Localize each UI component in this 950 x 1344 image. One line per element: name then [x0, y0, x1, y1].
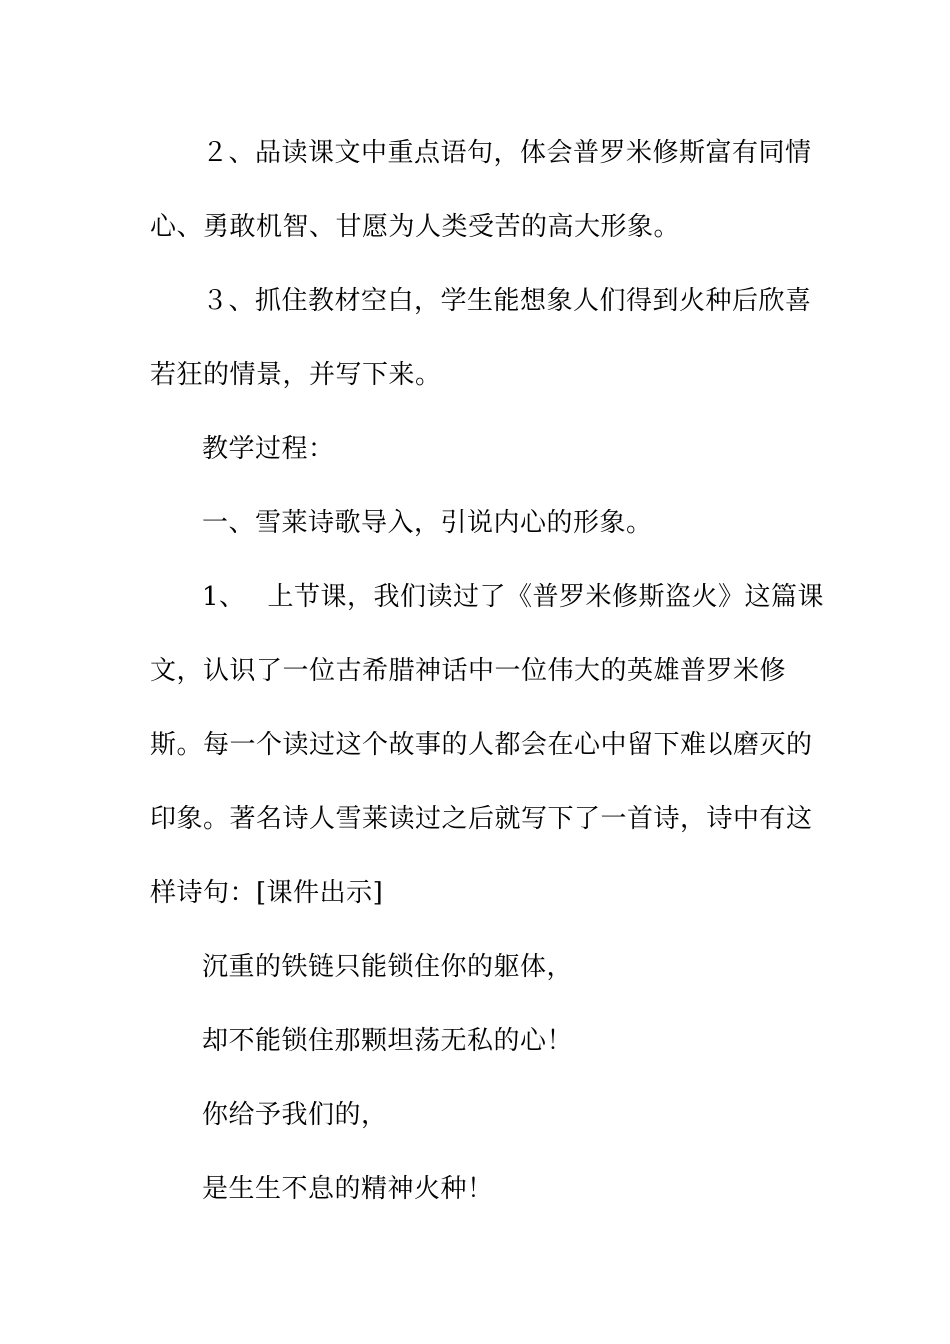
objective-2-line-1: ２、品读课文中重点语句，体会普罗米修斯富有同情: [202, 138, 812, 168]
objective-3-line-2: 若狂的情景，并写下来。: [150, 360, 442, 390]
poem-line-2: 却不能锁住那颗坦荡无私的心！: [202, 1026, 574, 1056]
step-1-line-2: 文，认识了一位古希腊神话中一位伟大的英雄普罗米修: [150, 656, 787, 686]
objective-2-line-2: 心、勇敢机智、甘愿为人类受苦的高大形象。: [150, 212, 681, 242]
step-1-line-1: [202, 580, 825, 614]
poem-line-1: 沉重的铁链只能锁住你的躯体，: [202, 952, 574, 982]
section-1-title: 一、雪莱诗歌导入，引说内心的形象。: [202, 508, 653, 538]
process-heading: 教学过程：: [202, 434, 335, 464]
objective-3-line-1: ３、抓住教材空白，学生能想象人们得到火种后欣喜: [202, 286, 812, 316]
step-1-line-4: 印象。著名诗人雪莱读过之后就写下了一首诗，诗中有这: [150, 804, 813, 834]
step-1-text: 上节课，我们读过了《普罗米修斯盗火》这篇课: [267, 582, 825, 612]
step-1-number: 1、: [202, 582, 246, 612]
step-1-line-3: 斯。每一个读过这个故事的人都会在心中留下难以磨灭的: [150, 730, 813, 760]
poem-line-4: 是生生不息的精神火种！: [202, 1174, 494, 1204]
step-1-line-5: 样诗句：[课件出示]: [150, 878, 384, 908]
poem-line-3: 你给予我们的，: [202, 1100, 388, 1130]
